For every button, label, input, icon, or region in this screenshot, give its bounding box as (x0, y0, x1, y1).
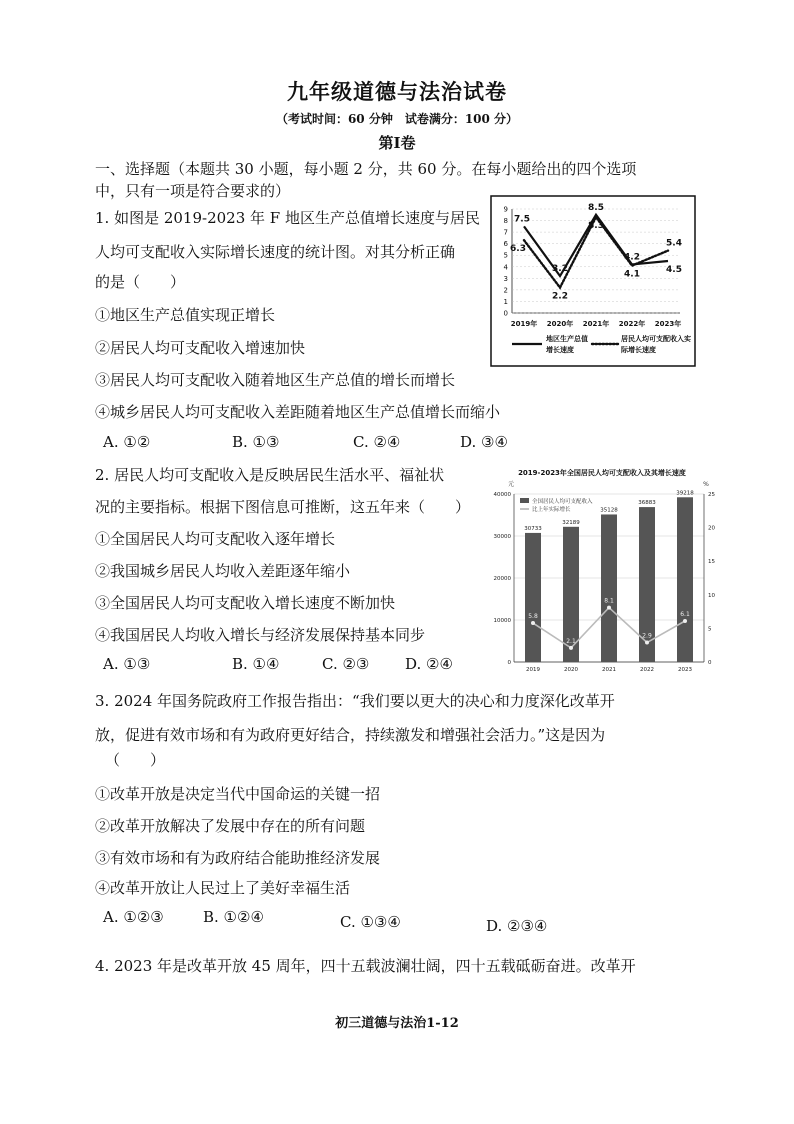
q2-option-d[interactable]: D. ②④ (405, 655, 453, 673)
chart1-data-label: 2.2 (552, 291, 568, 302)
q3-option-d[interactable]: D. ②③④ (486, 917, 548, 935)
chart2-x-tick-label: 2019 (526, 667, 540, 673)
q2-option-b[interactable]: B. ①④ (232, 655, 280, 673)
page-footer: 初三道德与法治1-12 (335, 1016, 459, 1031)
q3-item-1: ①改革开放是决定当代中国命运的关键一招 (95, 785, 381, 803)
chart1-x-tick-label: 2021年 (582, 320, 610, 328)
chart2-growth-label: 6.1 (680, 611, 690, 619)
chart2-y-tick-label: 30000 (493, 534, 511, 540)
q2-option-a[interactable]: A. ①③ (103, 655, 151, 673)
volume-heading: 第Ⅰ卷 (378, 134, 416, 152)
q1-stem-line3: 的是（ ） (95, 273, 186, 291)
chart2-y-tick-label: 0 (507, 660, 511, 666)
chart2-y-right-tick-label: 15 (708, 559, 715, 566)
q2-stem-line1: 2. 居民人均可支配收入是反映居民生活水平、福祉状 (95, 466, 445, 484)
chart2-bar-label: 32189 (562, 519, 580, 526)
gdp-income-growth-line-chart (490, 195, 696, 367)
chart1-y-tick-label: 4 (503, 263, 508, 272)
q3-option-b[interactable]: B. ①②④ (203, 908, 264, 926)
chart2-x-tick-label: 2020 (564, 667, 578, 673)
q2-stem-line2: 况的主要指标。根据下图信息可推断，这五年来（ ） (95, 498, 471, 516)
chart1-data-label: 3.2 (552, 264, 568, 275)
chart2-growth-label: 8.1 (604, 597, 614, 605)
chart1-y-tick-label: 9 (503, 205, 508, 214)
chart2-y-right-tick-label: 0 (708, 660, 712, 666)
chart2-unit-right: % (703, 481, 709, 488)
chart2-x-tick-label: 2021 (602, 667, 616, 673)
chart2-bar-label: 36883 (638, 500, 656, 507)
chart2-y-tick-label: 10000 (493, 618, 511, 624)
q2-option-c[interactable]: C. ②③ (322, 655, 370, 673)
chart1-data-label: 6.3 (510, 244, 526, 255)
chart2-x-tick-label: 2023 (678, 667, 692, 673)
chart2-growth-label: 5.8 (528, 613, 538, 621)
page-title: 九年级道德与法治试卷 (287, 79, 507, 104)
q3-item-2: ②改革开放解决了发展中存在的所有问题 (95, 817, 366, 835)
q3-item-3: ③有效市场和有为政府结合能助推经济发展 (95, 849, 381, 867)
chart2-y-right-tick-label: 25 (708, 492, 715, 498)
chart2-unit-left: 元 (507, 481, 515, 488)
q1-option-d[interactable]: D. ③④ (460, 433, 508, 451)
chart2-legend-swatch-bar (520, 498, 529, 503)
q1-item-4: ④城乡居民人均可支配收入差距随着地区生产总值增长而缩小 (95, 403, 501, 421)
section-intro-line1: 一、选择题（本题共 30 小题，每小题 2 分，共 60 分。在每小题给出的四个选项 (95, 160, 637, 178)
chart1-x-tick-label: 2022年 (618, 320, 646, 328)
q2-item-4: ④我国居民人均收入增长与经济发展保持基本同步 (95, 626, 426, 644)
chart1-x-tick-label: 2020年 (546, 320, 574, 328)
chart2-growth-point (683, 619, 687, 623)
q1-stem-line2: 人均可支配收入实际增长速度的统计图。对其分析正确 (95, 243, 456, 261)
q1-item-3: ③居民人均可支配收入随着地区生产总值的增长而增长 (95, 371, 456, 389)
chart1-y-tick-label: 5 (503, 251, 508, 260)
section-intro-line2: 中，只有一项是符合要求的） (95, 182, 291, 200)
chart1-y-tick-label: 7 (503, 228, 508, 237)
q1-option-c[interactable]: C. ②④ (353, 433, 401, 451)
chart1-y-tick-label: 2 (503, 286, 508, 295)
q4-stem-line1: 4. 2023 年是改革开放 45 周年，四十五载波澜壮阔，四十五载砥砺奋进。改革开 (95, 957, 636, 975)
chart2-growth-point (607, 606, 611, 610)
q1-option-b[interactable]: B. ①③ (232, 433, 280, 451)
chart2-legend-label-line: 比上年实际增长 (532, 507, 571, 513)
q3-item-4: ④改革开放让人民过上了美好幸福生活 (95, 879, 351, 897)
chart1-y-tick-label: 1 (503, 297, 508, 306)
q1-stem-line1: 1. 如图是 2019-2023 年 F 地区生产总值增长速度与居民 (95, 209, 480, 227)
chart2-bar-label: 39218 (676, 490, 694, 497)
chart2-y-right-tick-label: 10 (708, 592, 715, 599)
q1-item-1: ①地区生产总值实现正增长 (95, 306, 276, 324)
chart1-x-tick-label: 2023年 (654, 320, 682, 328)
chart2-growth-label: 2.9 (642, 632, 652, 640)
chart1-data-label: 4.1 (624, 269, 640, 280)
chart1-y-tick-label: 6 (503, 240, 508, 249)
national-income-bar-chart (478, 466, 716, 678)
chart2-x-tick-label: 2022 (640, 667, 654, 673)
chart2-legend-label-bar: 全国居民人均可支配收入 (532, 499, 593, 505)
q1-item-2: ②居民人均可支配收入增速加快 (95, 339, 306, 357)
chart1-data-label: 4.5 (666, 265, 682, 275)
chart1-legend-label-2a: 居民人均可支配收入实 (621, 335, 691, 343)
q3-option-a[interactable]: A. ①②③ (103, 908, 164, 926)
chart2-bar (677, 497, 693, 662)
q2-item-3: ③全国居民人均可支配收入增长速度不断加快 (95, 594, 396, 612)
chart1-x-tick-label: 2019年 (510, 320, 538, 328)
chart2-bar (601, 514, 617, 662)
chart2-y-right-tick-label: 5 (708, 626, 712, 633)
chart2-y-tick-label: 20000 (493, 576, 511, 582)
chart1-data-label: 5.4 (666, 238, 682, 249)
chart2-bar-label: 35128 (600, 507, 618, 514)
chart2-growth-point (531, 621, 535, 625)
q1-option-a[interactable]: A. ①② (103, 433, 151, 451)
chart2-growth-point (569, 646, 573, 650)
q3-stem-line2: 放，促进有效市场和有为政府更好结合，持续激发和增强社会活力。”这是因为 (95, 726, 606, 744)
q3-stem-line1: 3. 2024 年国务院政府工作报告指出：“我们要以更大的决心和力度深化改革开 (95, 692, 615, 710)
chart2-growth-label: 2.1 (566, 637, 576, 645)
chart1-legend-label-1b: 增长速度 (546, 346, 574, 354)
exam-info: （考试时间：60 分钟 试卷满分：100 分） (275, 112, 519, 126)
chart2-bar (525, 533, 541, 662)
chart1-data-label: 8.5 (588, 202, 604, 213)
q2-item-2: ②我国城乡居民人均收入差距逐年缩小 (95, 562, 351, 580)
q3-stem-line3: （ ） (105, 751, 166, 769)
chart1-data-label: 7.5 (514, 214, 530, 225)
chart1-data-label: 8.3 (588, 221, 604, 232)
chart1-y-tick-label: 8 (503, 217, 508, 226)
chart2-bar-label: 30733 (524, 525, 542, 532)
chart2-y-right-tick-label: 20 (708, 525, 715, 532)
chart1-legend-label-1a: 地区生产总值 (546, 335, 588, 343)
chart2-y-tick-label: 40000 (493, 492, 511, 498)
chart2-title: 2019-2023年全国居民人均可支配收入及其增长速度 (518, 469, 686, 477)
chart1-y-tick-label: 0 (503, 309, 508, 318)
q2-item-1: ①全国居民人均可支配收入逐年增长 (95, 530, 336, 548)
chart1-data-label: 4.2 (624, 252, 640, 263)
chart1-legend-label-2b: 际增长速度 (621, 346, 656, 354)
q3-option-c[interactable]: C. ①③④ (340, 913, 401, 931)
chart2-growth-point (645, 641, 649, 645)
chart1-y-tick-label: 3 (503, 274, 508, 283)
